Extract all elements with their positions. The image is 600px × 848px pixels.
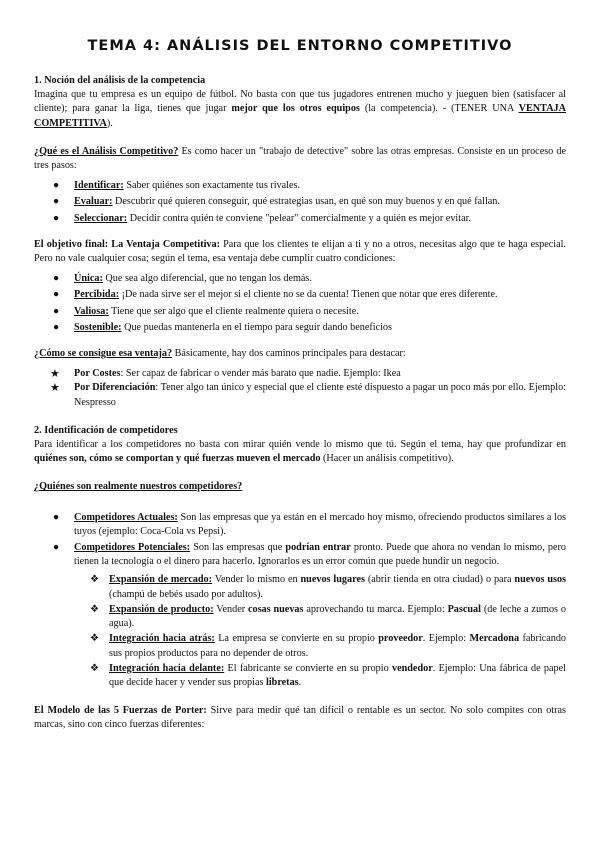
diamond-icon: ❖ bbox=[90, 662, 99, 674]
list-item: ● Seleccionar: Decidir contra quién te conviene "pelear" comercialmente y a quién es mejor evitar. bbox=[34, 212, 566, 226]
star-icon: ★ bbox=[50, 382, 60, 395]
section-1-heading: 1. Noción del análisis de la competencia bbox=[34, 75, 206, 86]
list-item: ● Competidores Actuales: Son las empresas que ya están en el mercado hoy mismo, ofreciendo productos similares a los tuyos (ejemplo: Coca-Cola vs Pepsi). bbox=[53, 511, 567, 537]
list-item: ❖ Integración hacia delante: El fabricante se convierte en su propio vendedor. Ejemplo: Una fábrica de papel que decide hacer y vender sus propias libretas. bbox=[90, 662, 566, 688]
analisis-steps-list bbox=[34, 179, 566, 226]
bullet-icon: ● bbox=[53, 321, 60, 333]
list-item: ❖ Integración hacia atrás: La empresa se convierte en su propio proveedor. Ejemplo: Mercadona fabricando sus propios productos para no depender de otros. bbox=[90, 633, 567, 659]
bullet-icon: ● bbox=[53, 511, 60, 523]
list-item: ● Sostenible: Que puedas mantenerla en el tiempo para seguir dando beneficios bbox=[34, 321, 566, 335]
bullet-icon: ● bbox=[53, 180, 60, 192]
list-item: ★ Por Diferenciación: Tener algo tan único y especial que el cliente esté dispuesto a pagar un poco más por ello. Ejemplo: Nespresso bbox=[50, 382, 566, 408]
bullet-icon: ● bbox=[53, 305, 60, 317]
page-title: TEMA 4: ANÁLISIS DEL ENTORNO COMPETITIVO bbox=[87, 38, 513, 54]
list-item: ★ Por Costes: Ser capaz de fabricar o vender más barato que nadie. Ejemplo: Ikea bbox=[50, 368, 401, 381]
bullet-icon: ● bbox=[53, 542, 60, 554]
list-item: ● Evaluar: Descubrir qué quieren conseguir, qué estrategias usan, en qué son muy buenos y en qué fallan. bbox=[34, 195, 566, 209]
list-item: ● Valiosa: Tiene que ser algo que el cliente realmente quiera o necesite. bbox=[34, 305, 566, 319]
potenciales-sublist bbox=[34, 573, 566, 690]
list-item: ❖ Expansión de producto: Vender cosas nuevas aprovechando tu marca. Ejemplo: Pascual (de leche a zumos o agua). bbox=[90, 603, 566, 630]
analisis-paragraph: ¿Qué es el Análisis Competitivo? Es como hacer un "trabajo de detective" sobre las otras empresas. Consiste en un proceso de tres pasos: bbox=[34, 145, 567, 172]
list-item: ● Percibida: ¡De nada sirve ser el mejor si el cliente no se da cuenta! Tienen que notar que eres diferente. bbox=[34, 288, 566, 302]
section-1-paragraph: Imagina que tu empresa es un equipo de fútbol. No basta con que tus jugadores entrenen mucho y jueguen bien (satisfacer al cliente); para ganar la liga, tienes que jugar mejor que los otros equipos (la competencia). - (TENER UNA VENTAJA COMPETITIVA). bbox=[34, 89, 566, 129]
diamond-icon: ❖ bbox=[90, 574, 99, 586]
section-2-heading: 2. Identificación de competidores bbox=[34, 424, 178, 436]
list-item: ● Identificar: Saber quiénes son exactamente tus rivales. bbox=[34, 179, 566, 193]
competidores-list bbox=[34, 511, 566, 690]
caminos-list bbox=[34, 367, 566, 410]
list-item: ❖ Expansión de mercado: Vender lo mismo en nuevos lugares (abrir tienda en otra ciudad) o para nuevos usos (champú de bebés usado por adultos). bbox=[90, 574, 567, 600]
ventaja-paragraph: El objetivo final: La Ventaja Competitiva: Para que los clientes te elijan a ti y no a otros, necesitas algo que te haga especial. Pero no vale cualquier cosa; según el tema, esa ventaja debe cumplir cuatro condiciones: bbox=[34, 238, 566, 265]
bullet-icon: ● bbox=[53, 196, 60, 208]
bullet-icon: ● bbox=[53, 289, 60, 301]
porter-paragraph: El Modelo de las 5 Fuerzas de Porter: Sirve para medir qué tan difícil o rentable es un sector. No solo compites con otras marcas, sino con cinco fuerzas diferentes: bbox=[34, 705, 567, 731]
list-item: ● Única: Que sea algo diferencial, que no tengan los demás. bbox=[34, 272, 566, 286]
diamond-icon: ❖ bbox=[90, 633, 99, 645]
bullet-icon: ● bbox=[53, 212, 60, 224]
como-ventaja-paragraph: ¿Cómo se consigue esa ventaja? Básicamente, hay dos caminos principales para destacar: bbox=[34, 348, 406, 360]
list-item: ● Competidores Potenciales: Son las empresas que podrían entrar pronto. Puede que ahora no vendan lo mismo, pero tienen la tecnología o el dinero para hacerlo. Ignorarlos es un error común que puede hundir un negocio. ❖ Expansión de mercado: Vender lo mismo en nuevos lugares (abrir tienda en otra ciudad) o para nuevos usos (champú de bebés usado por adultos). ❖ Expansión de producto: Vender cosas nuevas aprovechando tu marca. Ejemplo: Pascual (de leche a zumos o agua). ❖ Integración hacia atrás: La empresa se convierte en su propio proveedor. Ejemplo: Mercadona fabricando sus propios productos para no depender de otros. ❖ Integración hacia delante: El fabricante se convierte en su propio vendedor. Ejemplo: Una fábrica de papel que decide hacer y vender sus propias libretas. bbox=[34, 541, 566, 690]
star-icon: ★ bbox=[50, 368, 60, 381]
competidores-question: ¿Quiénes son realmente nuestros competidores? bbox=[34, 481, 243, 493]
section-2-paragraph: Para identificar a los competidores no basta con mirar quién vende lo mismo que tú. Según el tema, hay que profundizar en quiénes son, cómo se comportan y qué fuerzas mueven el mercado (Hacer un análisis competitivo). bbox=[34, 439, 566, 465]
bullet-icon: ● bbox=[53, 273, 60, 285]
ventaja-conditions-list bbox=[34, 272, 566, 335]
diamond-icon: ❖ bbox=[90, 603, 99, 615]
